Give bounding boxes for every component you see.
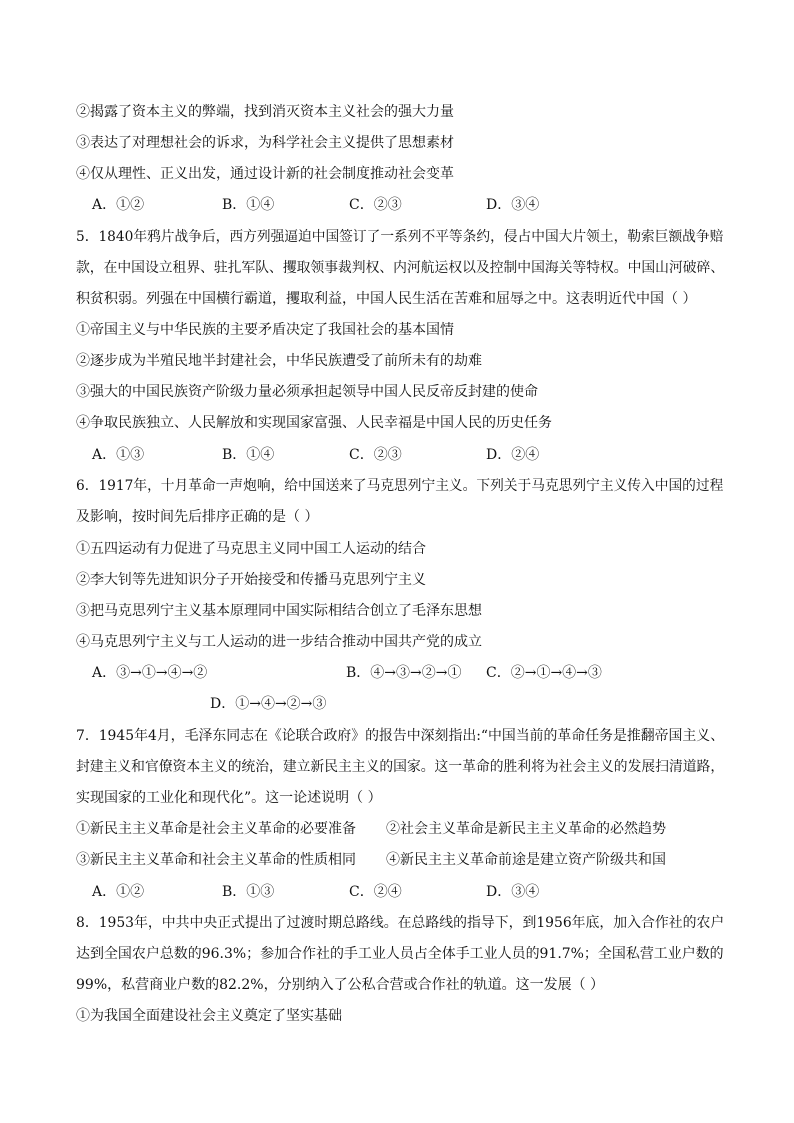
q5-option-b[interactable]: B．①④: [222, 447, 275, 463]
q4-option-a[interactable]: A．①②: [92, 197, 145, 213]
q5-statement-1: ①帝国主义与中华民族的主要矛盾决定了我国社会的基本国情: [76, 322, 454, 338]
q6-statement-2: ②李大钊等先进知识分子开始接受和传播马克思列宁主义: [76, 572, 426, 588]
q4-option-b[interactable]: B．①④: [222, 197, 275, 213]
q7-option-b[interactable]: B．①③: [222, 884, 275, 900]
q5-option-a[interactable]: A．①③: [92, 447, 145, 463]
q5-statement-2: ②逐步成为半殖民地半封建社会，中华民族遭受了前所未有的劫难: [76, 353, 482, 369]
q5-options: [92, 446, 632, 464]
q5-option-c[interactable]: C．②③: [349, 447, 402, 463]
q6-statement-1: ①五四运动有力促进了马克思主义同中国工人运动的结合: [76, 541, 426, 557]
q8-stem-line-2: 达到全国农户总数的96.3%；参加合作社的手工业人员占全体手工业人员的91.7%；全国私营工业户数的: [76, 946, 724, 962]
q6-options: [92, 664, 652, 714]
q5-stem-line-2: 款，在中国设立租界、驻扎军队、攫取领事裁判权、内河航运权以及控制中国海关等特权。中国山河破碎、: [76, 260, 725, 276]
q4-statement-4: ④仅从理性、正义出发，通过设计新的社会制度推动社会变革: [76, 166, 454, 182]
q5-option-d[interactable]: D．②④: [486, 447, 540, 463]
q7-option-a[interactable]: A．①②: [92, 884, 145, 900]
q5-statement-3: ③强大的中国民族资产阶级力量必须承担起领导中国人民反帝反封建的使命: [76, 384, 538, 400]
q4-options: [92, 196, 632, 214]
q6-statement-3: ③把马克思列宁主义基本原理同中国实际相结合创立了毛泽东思想: [76, 603, 482, 619]
q6-option-b[interactable]: B．④→③→②→①: [346, 665, 462, 681]
q7-options: [92, 883, 632, 901]
q5-stem-line-1: 5．1840年鸦片战争后，西方列强逼迫中国签订了一系列不平等条约，侵占中国大片领土，勒索巨额战争赔: [76, 229, 724, 245]
q7-stem-line-2: 封建主义和官僚资本主义的统治，建立新民主主义的国家。这一革命的胜利将为社会主义的发展扫清道路，: [76, 759, 725, 775]
q5-stem-line-3: 积贫积弱。列强在中国横行霸道，攫取利益，中国人民生活在苦难和屈辱之中。这表明近代中国（ ）: [76, 291, 697, 307]
q7-stem-line-1: 7．1945年4月，毛泽东同志在《论联合政府》的报告中深刻指出:“中国当前的革命任务是推翻帝国主义、: [76, 728, 725, 744]
q7-statement-2: ②社会主义革命是新民主主义革命的必然趋势: [386, 821, 666, 837]
q6-option-d[interactable]: D．①→④→②→③: [210, 696, 327, 712]
q8-stem-line-1: 8．1953年，中共中央正式提出了过渡时期总路线。在总路线的指导下，到1956年底，加入合作社的农户: [76, 915, 725, 931]
q6-stem-line-1: 6．1917年，十月革命一声炮响，给中国送来了马克思列宁主义。下列关于马克思列宁主义传入中国的过程: [76, 478, 724, 494]
q4-option-d[interactable]: D．③④: [486, 197, 540, 213]
q5-statement-4: ④争取民族独立、人民解放和实现国家富强、人民幸福是中国人民的历史任务: [76, 415, 552, 431]
q7-option-d[interactable]: D．③④: [486, 884, 540, 900]
q4-option-c[interactable]: C．②③: [349, 197, 402, 213]
q7-option-c[interactable]: C．②④: [349, 884, 402, 900]
q6-option-c[interactable]: C．②→①→④→③: [486, 665, 602, 681]
q6-option-a[interactable]: A．③→①→④→②: [92, 665, 208, 681]
q7-statement-3: ③新民主主义革命和社会主义革命的性质相同: [76, 852, 356, 868]
q7-statement-1: ①新民主主义革命是社会主义革命的必要准备: [76, 821, 356, 837]
q6-stem-line-2: 及影响，按时间先后排序正确的是（ ）: [76, 509, 319, 525]
q4-statement-2: ②揭露了资本主义的弊端，找到消灭资本主义社会的强大力量: [76, 104, 454, 120]
q4-statement-3: ③表达了对理想社会的诉求，为科学社会主义提供了思想素材: [76, 135, 454, 151]
q7-statement-4: ④新民主主义革命前途是建立资产阶级共和国: [386, 852, 666, 868]
q8-stem-line-3: 99%，私营商业户数的82.2%，分别纳入了公私合营或合作社的轨道。这一发展（ ）: [76, 977, 605, 993]
q6-statement-4: ④马克思列宁主义与工人运动的进一步结合推动中国共产党的成立: [76, 634, 482, 650]
q7-stem-line-3: 实现国家的工业化和现代化”。这一论述说明（ ）: [76, 790, 382, 806]
q8-statement-1: ①为我国全面建设社会主义奠定了坚实基础: [76, 1008, 342, 1024]
